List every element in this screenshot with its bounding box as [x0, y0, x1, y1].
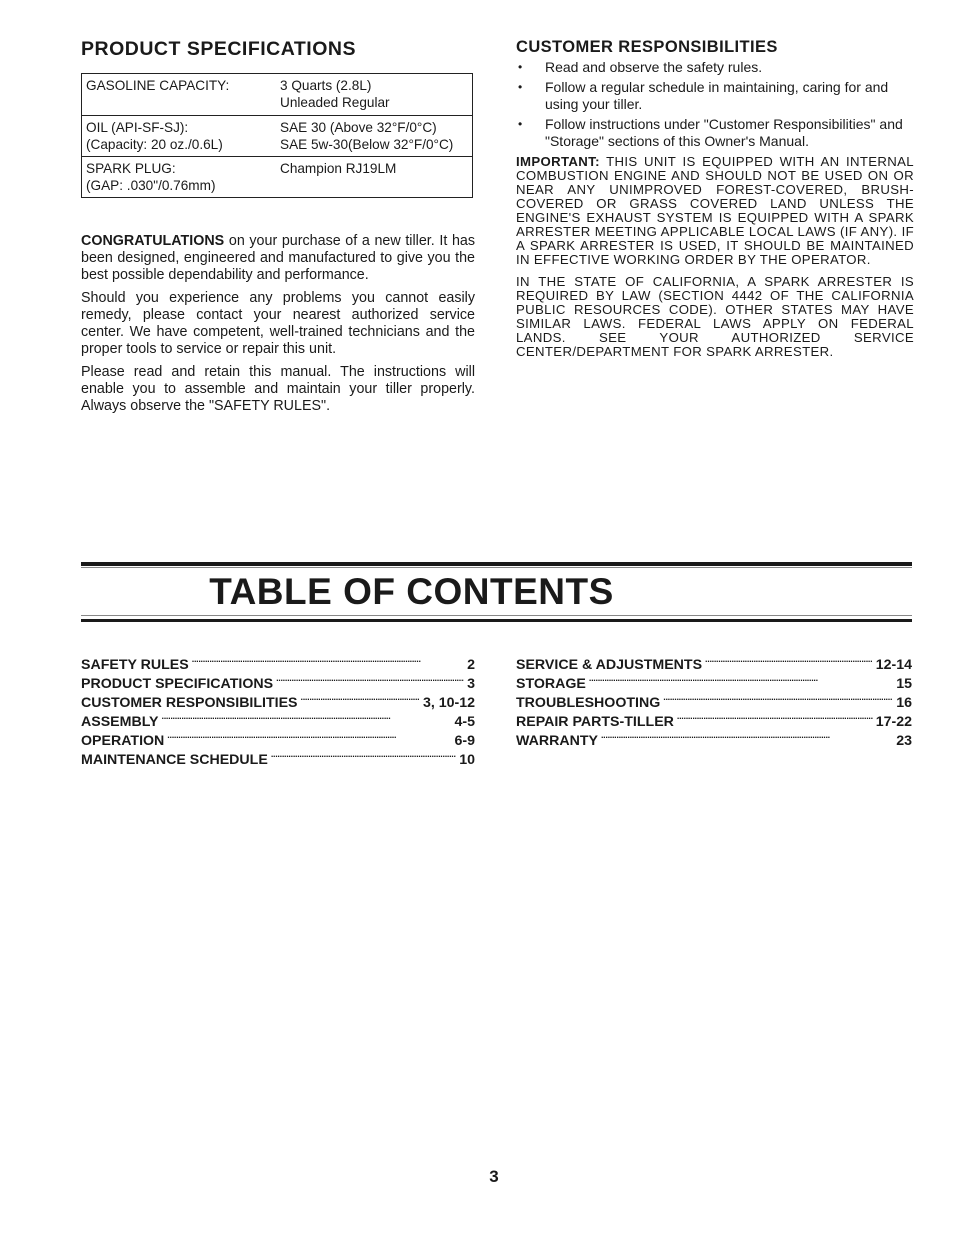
dot-leader — [167, 733, 451, 745]
page-number: 3 — [489, 1167, 499, 1186]
product-specifications-heading: PRODUCT SPECIFICATIONS — [81, 38, 356, 60]
spec-row-gasoline — [82, 74, 473, 116]
spec-value-line: 3 Quarts (2.8L) — [280, 78, 372, 93]
divider — [81, 615, 912, 616]
toc-entry-page: 3 — [467, 676, 475, 692]
dot-leader — [271, 752, 456, 764]
bullet-icon: • — [518, 60, 523, 74]
toc-entry-page: 17-22 — [875, 714, 912, 730]
congratulations-lead: CONGRATULATIONS — [81, 233, 225, 249]
toc-entry-page: 23 — [896, 733, 912, 749]
divider — [81, 562, 912, 566]
spec-label — [82, 74, 279, 116]
spec-label — [82, 116, 279, 157]
dot-leader — [276, 676, 464, 688]
list-item-text: Read and observe the safety rules. — [545, 59, 763, 75]
toc-column-right — [516, 656, 912, 751]
toc-entry-title: OPERATION — [81, 733, 165, 749]
toc-entry-title: REPAIR PARTS-TILLER — [516, 714, 674, 730]
toc-entry-title: MAINTENANCE SCHEDULE — [81, 752, 268, 768]
bullet-icon: • — [518, 116, 523, 131]
toc-entry-title: SERVICE & ADJUSTMENTS — [516, 657, 703, 673]
california-notice: IN THE STATE OF CALIFORNIA, A SPARK ARRESTER IS REQUIRED BY LAW (SECTION 4442 OF THE CALIFORNIA PUBLIC RESOURCES CODE). OTHER STATES MAY HAVE SIMILAR LAWS. FEDERAL LAWS APPLY ON FEDERAL LANDS. SEE YOUR AUTHORIZED SERVICE CENTER/DEPARTMENT FOR SPARK ARRESTER. — [516, 273, 914, 359]
customer-responsibilities-heading: CUSTOMER RESPONSIBILITIES — [516, 38, 778, 56]
dot-leader — [162, 714, 452, 726]
toc-entry-title: PRODUCT SPECIFICATIONS — [81, 676, 274, 692]
toc-entry-title: WARRANTY — [516, 733, 598, 749]
toc-entry — [81, 713, 475, 732]
toc-entry-page: 3, 10-12 — [422, 695, 475, 711]
spec-value — [278, 116, 473, 157]
toc-entry — [516, 694, 912, 713]
left-column — [81, 36, 475, 414]
intro-paragraph-text: on your purchase of a new tiller. It has been designed, engineered and manufactured to give you the best possible dependability and performance. — [81, 233, 475, 283]
right-column — [516, 37, 914, 359]
toc-entry — [81, 732, 475, 751]
toc-entry-title: TROUBLESHOOTING — [516, 695, 661, 711]
toc-entry-title: SAFETY RULES — [81, 657, 189, 673]
toc-entry — [81, 656, 475, 675]
toc-column-left — [81, 656, 475, 770]
bullet-icon: • — [518, 79, 523, 94]
important-notice-text: THIS UNIT IS EQUIPPED WITH AN INTERNAL COMBUSTION ENGINE AND SHOULD NOT BE USED ON OR NEAR ANY UNIMPROVED FOREST-COVERED, BRUSH-COVERED OR GRASS COVERED LAND UNLESS THE ENGINE'S EXHAUST SYSTEM IS EQUIPPED WITH A SPARK ARRESTER MEETING APPLICABLE LOCAL LAWS (IF ANY). IF A SPARK ARRESTER IS USED, IT SHOULD BE MAINTAINED IN EFFECTIVE WORKING ORDER BY THE OPERATOR. — [516, 153, 914, 267]
toc-entry-page: 15 — [896, 676, 912, 692]
dot-leader — [589, 676, 893, 688]
dot-leader — [705, 657, 873, 669]
responsibilities-list — [516, 59, 914, 151]
intro-text — [81, 233, 475, 421]
spec-row-spark-plug — [82, 157, 473, 198]
spec-label-line: SPARK PLUG: — [86, 161, 176, 176]
toc-entry-title: STORAGE — [516, 676, 586, 692]
divider — [81, 567, 912, 568]
list-item — [516, 79, 914, 114]
spec-value — [278, 157, 473, 198]
dot-leader — [663, 695, 893, 707]
list-item-text: Follow a regular schedule in maintaining, caring for and using your tiller. — [545, 78, 889, 112]
table-of-contents-heading: TABLE OF CONTENTS — [209, 571, 614, 612]
dot-leader — [301, 695, 420, 707]
important-label: IMPORTANT: — [516, 153, 600, 169]
dot-leader — [601, 733, 893, 745]
spec-value-line: SAE 5w-30(Below 32°F/0°C) — [280, 137, 454, 152]
toc-entry — [81, 751, 475, 770]
toc-entry — [516, 732, 912, 751]
spec-label-line: OIL (API-SF-SJ): — [86, 120, 189, 135]
toc-entry-page: 16 — [896, 695, 912, 711]
spec-value-line: Unleaded Regular — [280, 95, 390, 110]
list-item — [516, 59, 914, 77]
spec-label-line: GASOLINE CAPACITY: — [86, 78, 230, 93]
spec-value-line: Champion RJ19LM — [280, 161, 397, 176]
spec-label-line: (GAP: .030"/0.76mm) — [86, 178, 216, 193]
spec-row-oil — [82, 116, 473, 157]
toc-entry — [81, 694, 475, 713]
toc-entry — [516, 713, 912, 732]
toc-entry-title: ASSEMBLY — [81, 714, 159, 730]
intro-paragraph — [81, 233, 475, 284]
specifications-table — [81, 73, 473, 198]
list-item — [516, 116, 914, 151]
spec-label-line: (Capacity: 20 oz./0.6L) — [86, 137, 223, 152]
intro-paragraph: Please read and retain this manual. The instructions will enable you to assemble and maintain your tiller properly. Always observe the "SAFETY RULES". — [81, 364, 475, 414]
dot-leader — [677, 714, 873, 726]
spec-value — [278, 74, 473, 116]
toc-entry-page: 12-14 — [875, 657, 912, 673]
spec-value-line: SAE 30 (Above 32°F/0°C) — [280, 120, 437, 135]
spec-label — [82, 157, 279, 198]
important-notice — [516, 155, 914, 267]
toc-entry — [516, 675, 912, 694]
toc-entry-title: CUSTOMER RESPONSIBILITIES — [81, 695, 298, 711]
divider — [81, 619, 912, 622]
toc-entry-page: 6-9 — [454, 733, 475, 749]
toc-entry-page: 10 — [459, 752, 475, 768]
toc-entry — [81, 675, 475, 694]
toc-entry — [516, 656, 912, 675]
intro-paragraph: Should you experience any problems you cannot easily remedy, please contact your nearest authorized service center. We have competent, well-trained technicians and the proper tools to service or repair this unit. — [81, 290, 475, 357]
list-item-text: Follow instructions under "Customer Responsibilities" and "Storage" sections of this Owner's Manual. — [545, 115, 903, 149]
toc-entry-page: 2 — [467, 657, 475, 673]
toc-entry-page: 4-5 — [454, 714, 475, 730]
dot-leader — [192, 657, 464, 669]
